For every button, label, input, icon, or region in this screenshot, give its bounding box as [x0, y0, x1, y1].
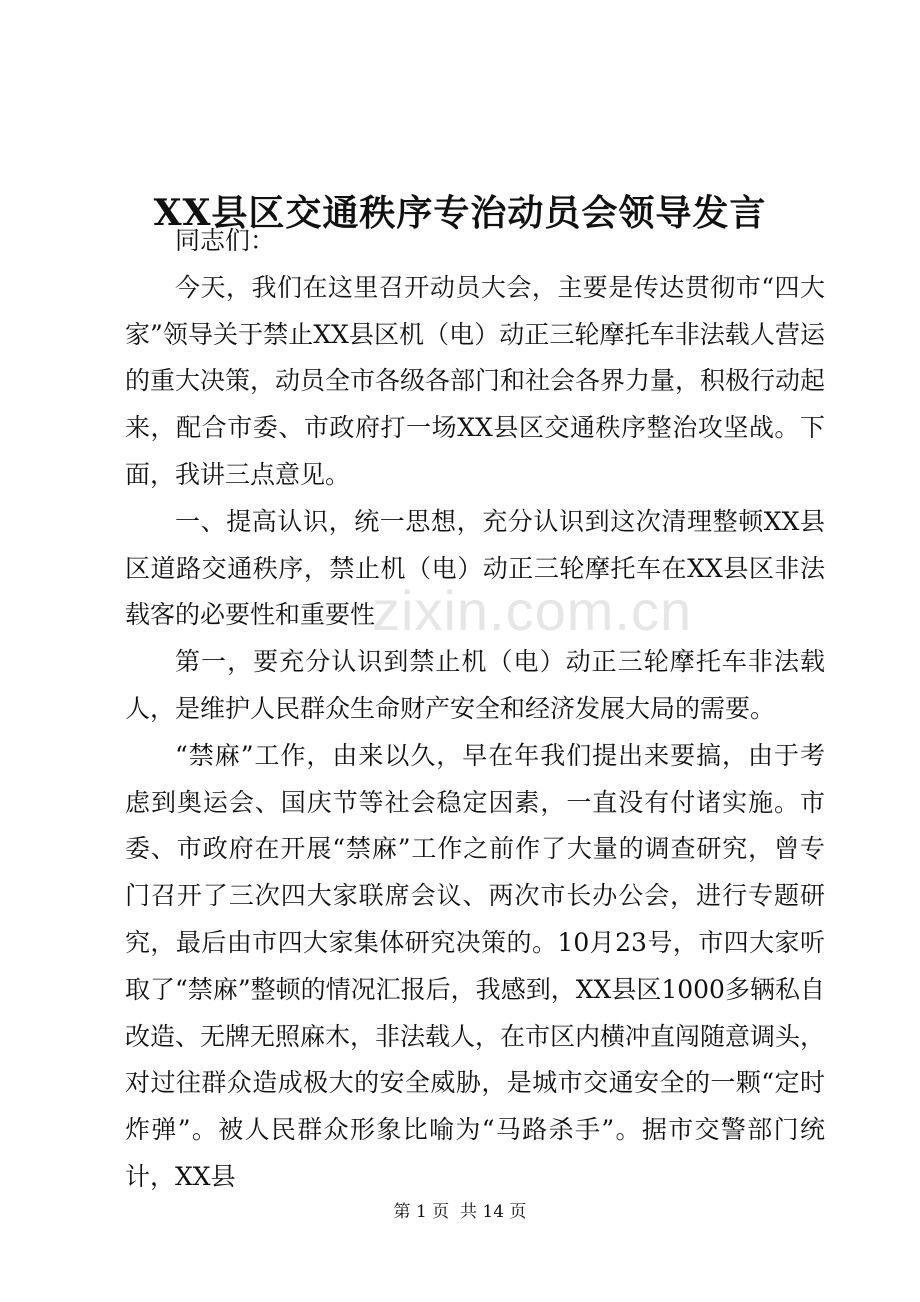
paragraph-intro: 今天，我们在这里召开动员大会，主要是传达贯彻市“四大家”领导关于禁止XX县区机（电）动正三轮摩托车非法载人营运的重大决策，动员全市各级各部门和社会各界力量，积极行动起来，配合市委、市政府打一场XX县区交通秩序整治攻坚战。下面，我讲三点意见。	[125, 272, 826, 489]
page-number: 第 1 页	[393, 1202, 450, 1222]
document-body	[125, 218, 825, 1201]
watermark: zixin.com.cn	[372, 579, 693, 642]
paragraph-section-heading: 一、提高认识，统一思想，充分认识到这次清理整顿XX县区道路交通秩序，禁止机（电）动正三轮摩托车在XX县区非法载客的必要性和重要性	[125, 506, 825, 630]
total-pages: 共 14 页	[459, 1202, 527, 1222]
paragraph-point-one: 第一，要充分认识到禁止机（电）动正三轮摩托车非法载人，是维护人民群众生命财产安全和经济发展大局的需要。	[125, 647, 825, 723]
paragraph-salutation: 同志们：	[175, 226, 276, 255]
paragraph-background: “禁麻”工作，由来以久，早在年我们提出来要搞，由于考虑到奥运会、国庆节等社会稳定因素，一直没有付诸实施。市委、市政府在开展“禁麻”工作之前作了大量的调查研究，曾专门召开了三次四大家联席会议、两次市长办公会，进行专题研究，最后由市四大家集体研究决策的。10月23号，市四大家听取了“禁麻”整顿的情况汇报后，我感到，XX县区1000多辆私自改造、无牌无照麻木，非法载人，在市区内横冲直闯随意调头，对过往群众造成极大的安全威胁，是城市交通安全的一颗“定时炸弹”。被人民群众形象比喻为“马路杀手”。据市交警部门统计，XX县	[125, 740, 826, 1191]
page-footer	[0, 1200, 920, 1224]
document-title: XX县区交通秩序专治动员会领导发言	[153, 192, 767, 235]
